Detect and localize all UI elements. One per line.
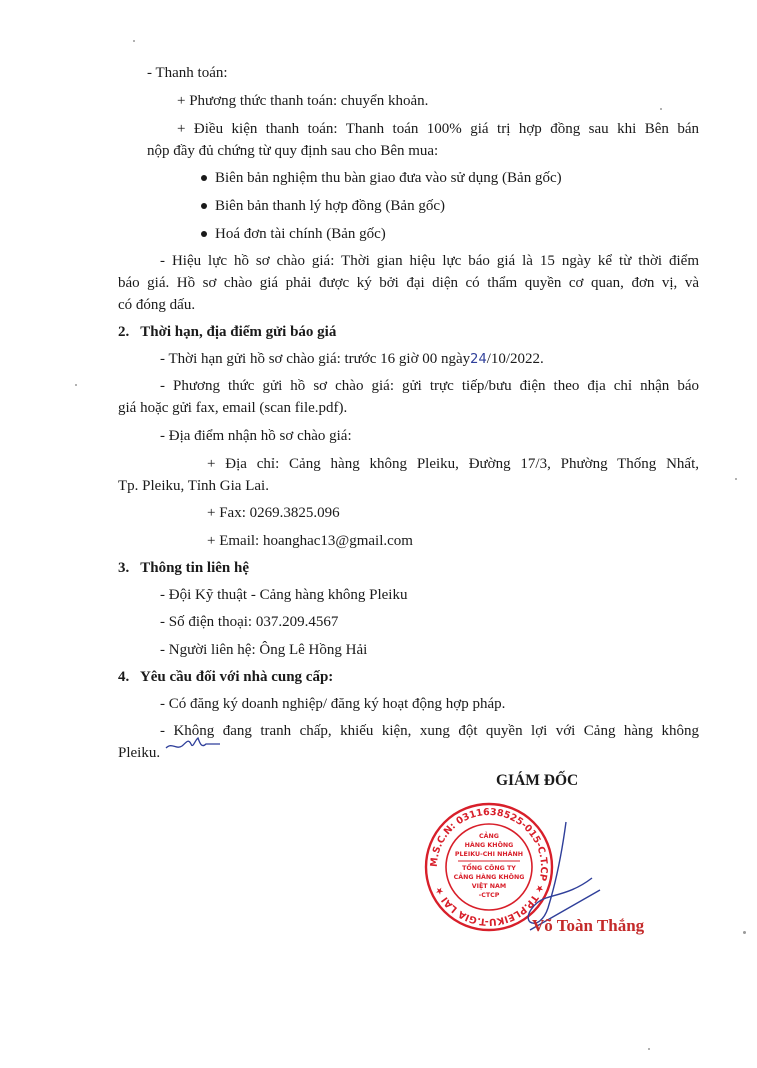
svg-text:TỔNG CÔNG TY: TỔNG CÔNG TY xyxy=(462,865,516,872)
payment-condition-line2: nộp đầy đủ chứng từ quy định sau cho Bên mua: xyxy=(147,143,439,159)
section-4-heading: 4. Yêu cầu đối với nhà cung cấp: xyxy=(118,669,334,685)
validity-line1: - Hiệu lực hồ sơ chào giá: Thời gian hiệu lực báo giá là 15 ngày kể từ thời điểm xyxy=(160,253,699,269)
validity-line2: báo giá. Hồ sơ chào giá phải được ký bởi đại diện có thẩm quyền cơ quan, đơn vị, và xyxy=(118,275,699,291)
method-line2: giá hoặc gửi fax, email (scan file.pdf). xyxy=(118,400,348,416)
payment-heading: - Thanh toán: xyxy=(147,65,228,81)
contact-person: - Người liên hệ: Ông Lê Hồng Hải xyxy=(160,642,368,658)
contact-unit: - Đội Kỹ thuật - Cảng hàng không Pleiku xyxy=(160,587,408,603)
initials-scribble-icon xyxy=(164,734,222,756)
scan-speck xyxy=(75,384,77,386)
scan-speck xyxy=(648,1048,650,1050)
bullet-icon xyxy=(201,203,207,209)
bullet-icon xyxy=(201,231,207,237)
payment-condition-line1: + Điều kiện thanh toán: Thanh toán 100% giá trị hợp đồng sau khi Bên bán xyxy=(177,121,699,137)
address-line2: Tp. Pleiku, Tỉnh Gia Lai. xyxy=(118,478,269,494)
director-name: Võ Toàn Thắng xyxy=(532,916,645,935)
svg-text:CẢNG HÀNG KHÔNG: CẢNG HÀNG KHÔNG xyxy=(453,874,525,881)
email-line: + Email: hoanghac13@gmail.com xyxy=(207,533,413,549)
svg-text:VIỆT NAM: VIỆT NAM xyxy=(471,883,507,890)
svg-text:M.S.C.N: 0311638525-015-C.T.CP: M.S.C.N: 0311638525-015-C.T.CP ★ TP.PLEIKU-T.GIA LAI ★ xyxy=(428,806,550,928)
section-2-heading: 2. Thời hạn, địa điểm gửi báo giá xyxy=(118,324,337,340)
scan-speck xyxy=(735,478,737,480)
requirement-1: - Có đăng ký doanh nghiệp/ đăng ký hoạt động hợp pháp. xyxy=(160,696,506,712)
validity-line3: có đóng dấu. xyxy=(118,297,196,313)
section-3-heading: 3. Thông tin liên hệ xyxy=(118,560,250,576)
svg-text:HÀNG KHÔNG: HÀNG KHÔNG xyxy=(464,842,514,849)
document-list-item: Hoá đơn tài chính (Bản gốc) xyxy=(201,224,386,244)
bullet-icon xyxy=(201,175,207,181)
svg-text:PLEIKU-CHI NHÁNH: PLEIKU-CHI NHÁNH xyxy=(454,851,524,858)
requirement-2-line2: Pleiku. xyxy=(118,745,161,761)
contact-phone: - Số điện thoại: 037.209.4567 xyxy=(160,614,339,630)
payment-method: + Phương thức thanh toán: chuyển khoản. xyxy=(177,93,429,109)
document-list-item: Biên bản nghiệm thu bàn giao đưa vào sử dụng (Bản gốc) xyxy=(201,168,562,188)
scan-speck xyxy=(660,108,662,110)
handwritten-day: 24 xyxy=(470,352,487,367)
method-line1: - Phương thức gửi hồ sơ chào giá: gửi trực tiếp/bưu điện theo địa chỉ nhận báo xyxy=(160,378,699,394)
scan-speck xyxy=(743,931,746,934)
director-title: GIÁM ĐỐC xyxy=(496,772,579,789)
svg-text:-CTCP: -CTCP xyxy=(478,892,500,899)
scan-speck xyxy=(133,40,135,42)
location-heading: - Địa điểm nhận hồ sơ chào giá: xyxy=(160,428,352,444)
requirement-2-line1: - Không đang tranh chấp, khiếu kiện, xung đột quyền lợi với Cảng hàng không xyxy=(160,723,699,739)
deadline-line: - Thời hạn gửi hồ sơ chào giá: trước 16 giờ 00 ngày24/10/2022. xyxy=(160,351,544,367)
document-list-item: Biên bản thanh lý hợp đồng (Bản gốc) xyxy=(201,196,445,216)
svg-text:CẢNG: CẢNG xyxy=(479,833,499,840)
address-line1: + Địa chỉ: Cảng hàng không Pleiku, Đường 17/3, Phường Thống Nhất, xyxy=(207,456,699,472)
fax-line: + Fax: 0269.3825.096 xyxy=(207,505,340,521)
